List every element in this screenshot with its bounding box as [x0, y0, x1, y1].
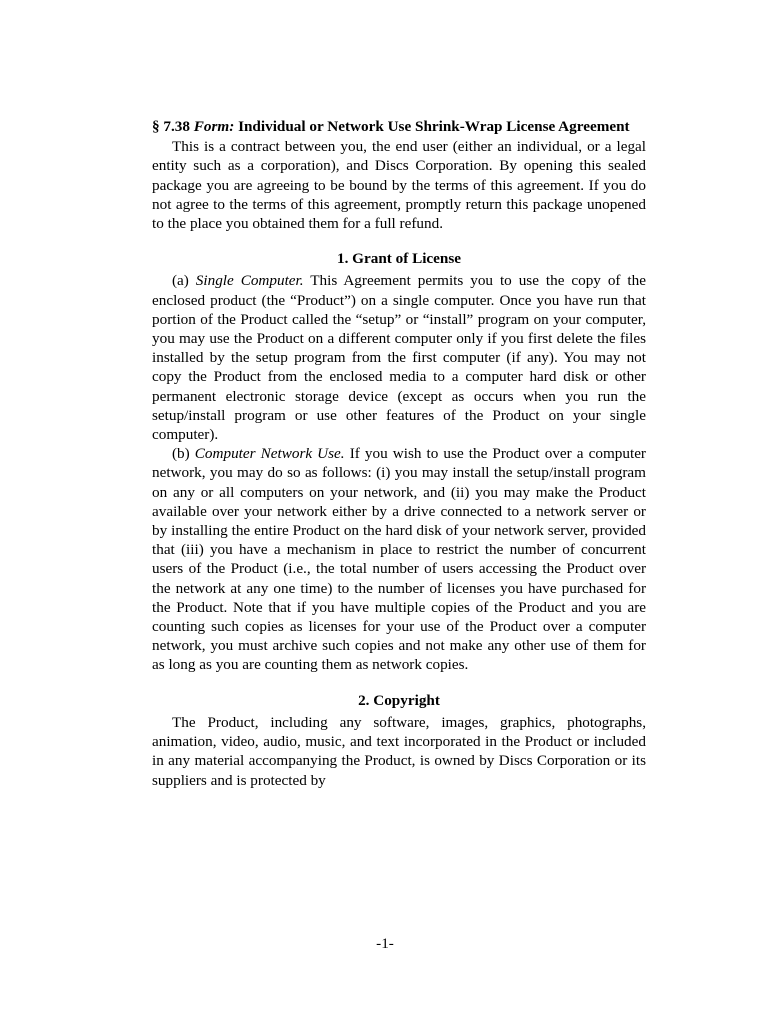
paragraph-prefix: (b) — [172, 445, 195, 463]
document-title — [152, 117, 646, 136]
form-label: Form: — [193, 118, 235, 135]
paragraph-copyright: The Product, including any software, images, graphics, photographs, animation, video, audio, music, and text incorporated in the Product or included in any material accompanying the Product, is owned by Discs Corporation or its suppliers and is protected by — [152, 713, 646, 789]
intro-paragraph: This is a contract between you, the end user (either an individual, or a legal entity such as a corporation), and Discs Corporation. By opening this sealed package you are agreeing to be bound by the terms of this agreement. If you do not agree to the terms of this agreement, promptly return this package unopened to the place you obtained them for a full refund. — [152, 138, 646, 233]
section-number: § 7.38 — [152, 118, 190, 135]
section-heading-copyright: 2. Copyright — [358, 691, 440, 709]
subhead-single-computer: Single Computer. — [195, 272, 304, 290]
paragraph-body: If you wish to use the Product over a computer network, you may do so as follows: (i) you may install the setup/install program on any or all computers on your network, and (ii) you may make the Product available over your network either by a drive connected to a network server or by installing the entire Product on the hard disk of your network server, provided that (iii) you have a mechanism in place to restrict the number of concurrent users of the Product (i.e., the total number of users accessing the Product over the network at any one time) to the number of licenses you have purchased for the Product. Note that if you have multiple copies of the Product and you are counting such copies as licenses for your use of the Product over a computer network, you must archive such copies and not make any other use of them for as long as you are counting them as network copies. — [152, 445, 646, 674]
section-heading-grant: 1. Grant of License — [336, 250, 461, 268]
document-page — [152, 117, 646, 790]
title-text: Individual or Network Use Shrink-Wrap License Agreement — [238, 118, 630, 135]
paragraph-network-use — [152, 444, 646, 674]
page-number: -1- — [376, 935, 394, 952]
subhead-network-use: Computer Network Use. — [194, 445, 345, 463]
paragraph-body: This Agreement permits you to use the copy of the enclosed product (the “Product”) on a single computer. Once you have run that portion of the Product called the “setup” or “install” program on your computer, you may use the Product on a different computer only if you first delete the files installed by the setup program from the first computer (if any). You may not copy the Product from the enclosed media to a computer hard disk or other permanent electronic storage device (except as occurs when you run the setup/install program or use other features of the Product on your single computer). — [152, 272, 646, 444]
paragraph-single-computer — [152, 271, 646, 444]
paragraph-prefix: (a) — [172, 272, 196, 290]
